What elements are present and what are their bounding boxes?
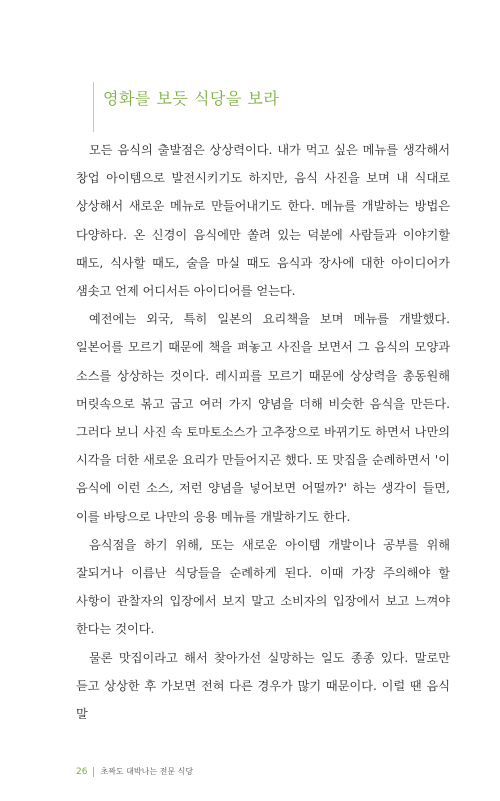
paragraph-2: 예전에는 외국, 특히 일본의 요리책을 보며 메뉴를 개발했다. 일본어를 모르기 때문에 책을 펴놓고 사진을 보면서 그 음식의 모양과 소스를 상상하는 것이다. 레시피를 모르기 때문에 상상력을 총동원해 머릿속으로 볶고 굽고 여러 가지 양념을 더해 비슷한 음식을 만든다. 그러다 보니 사진 속 토마토소스가 고추장으로 바뀌기도 하면서 나만의 시각을 더한 새로운 요리가 만들어지곤 했다. 또 맛집을 순례하면서 '이 음식에 이런 소스, 저런 양념을 넣어보면 어떨까?' 하는 생각이 들면, 이를 바탕으로 나만의 응용 메뉴를 개발하기도 한다. bbox=[76, 312, 450, 524]
page-footer bbox=[76, 766, 193, 777]
page-number: 26 bbox=[76, 766, 88, 777]
paragraph-4: 물론 맛집이라고 해서 찾아가선 실망하는 일도 종종 있다. 말로만 듣고 상상한 후 가보면 전혀 다른 경우가 많기 때문이다. 이럴 땐 음식 말 bbox=[76, 650, 450, 722]
running-title: 초짜도 대박나는 전문 식당 bbox=[100, 767, 194, 776]
paragraph-3: 음식점을 하기 위해, 또는 새로운 아이템 개발이나 공부를 위해 잘되거나 이름난 식당들을 순례하게 된다. 이때 가장 주의해야 할 사항이 관찰자의 입장에서 보지 말고 소비자의 입장에서 보고 느껴야 한다는 것이다. bbox=[76, 537, 450, 637]
footer-divider bbox=[93, 767, 94, 777]
paragraph-1: 모든 음식의 출발점은 상상력이다. 내가 먹고 싶은 메뉴를 생각해서 창업 아이템으로 발전시키기도 하지만, 음식 사진을 보며 내 식대로 상상해서 새로운 메뉴로 만들어내기도 한다. 메뉴를 개발하는 방법은 다양하다. 온 신경이 음식에만 쏠려 있는 덕분에 사람들과 이야기할 때도, 식사할 때도, 술을 마실 때도 음식과 장사에 대한 아이디어가 샘솟고 언제 어디서든 아이디어를 얻는다. bbox=[76, 143, 450, 299]
section-rule bbox=[93, 82, 94, 132]
section-title: 영화를 보듯 식당을 보라 bbox=[103, 89, 280, 108]
body-text bbox=[76, 136, 450, 728]
